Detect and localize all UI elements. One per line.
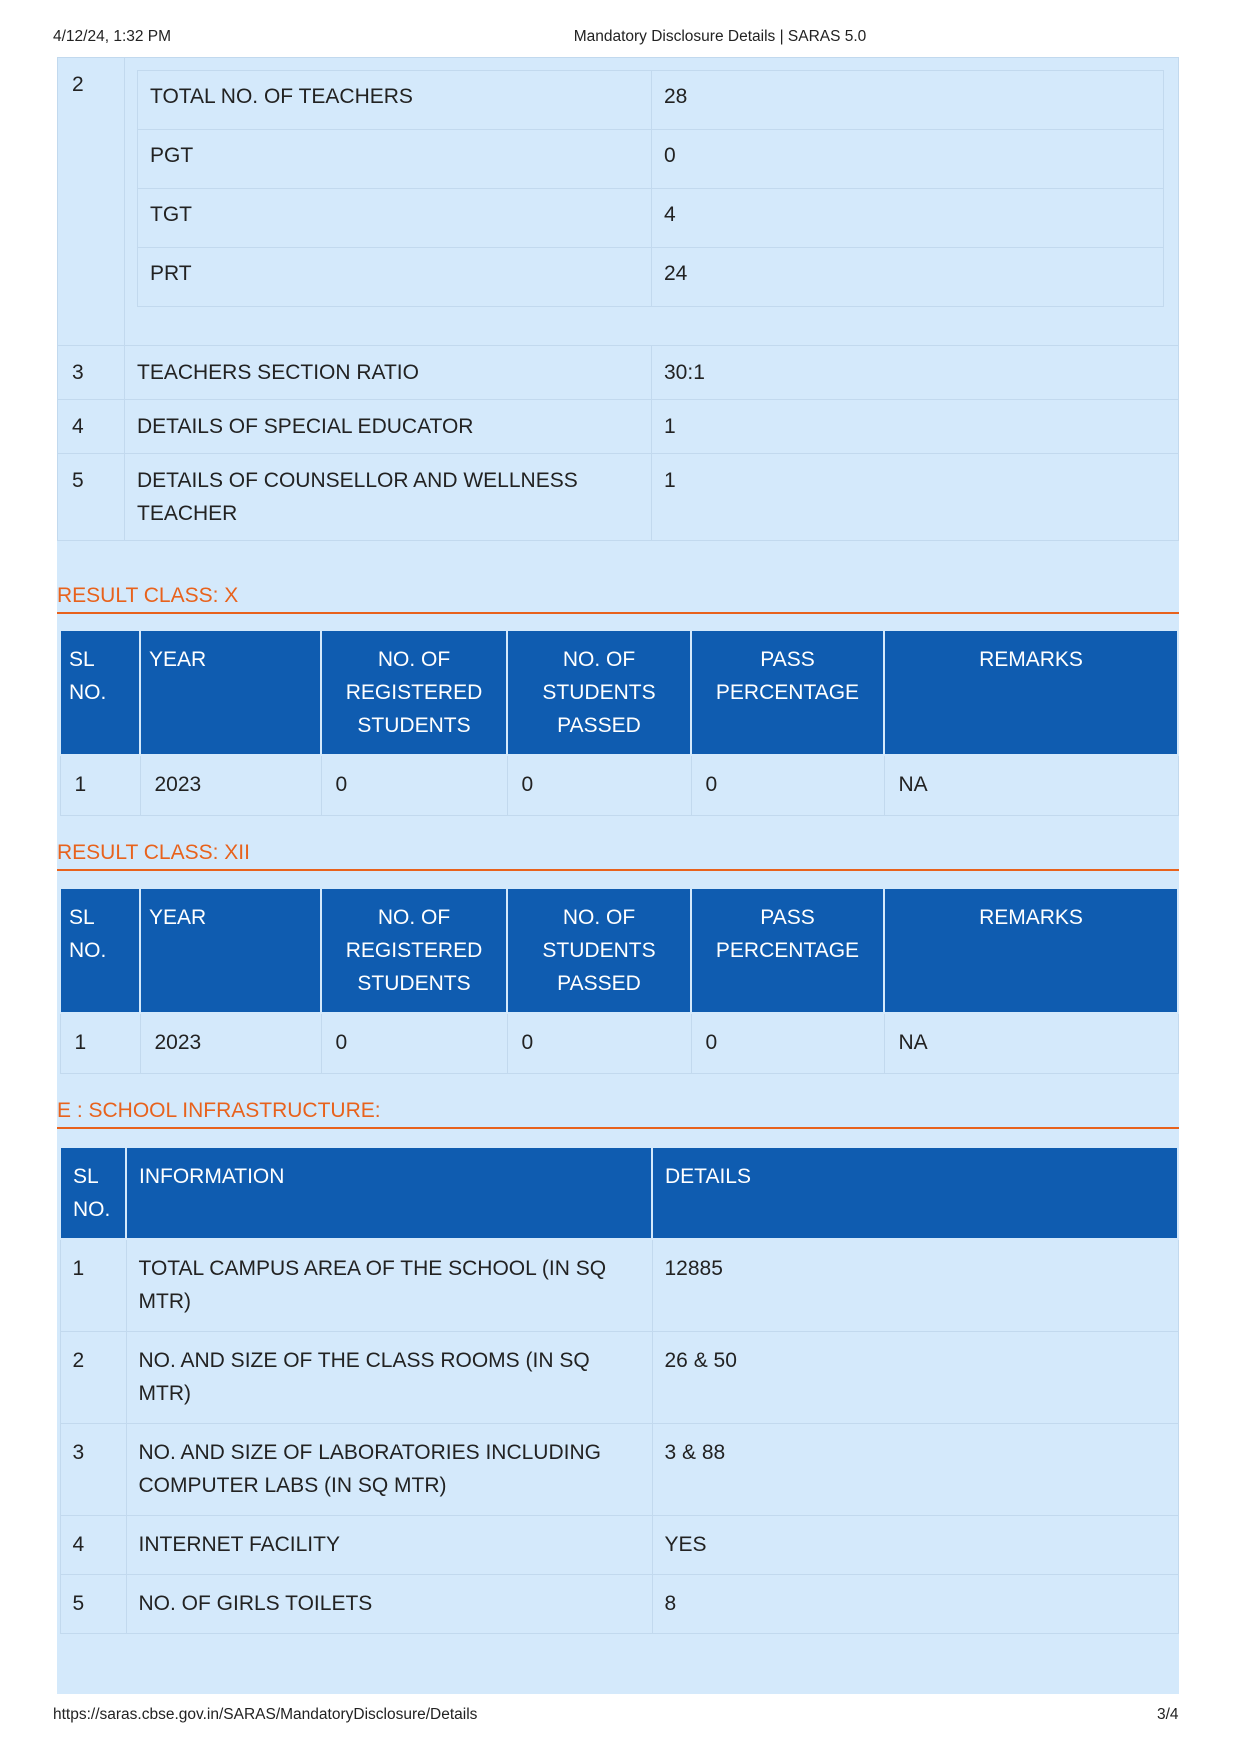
table-cell: 2023 xyxy=(140,755,321,815)
table-row xyxy=(58,400,1179,454)
table-cell: 0 xyxy=(691,1013,884,1073)
table-header-row xyxy=(60,1147,1178,1239)
sl-cell: 4 xyxy=(58,400,125,454)
details-cell: 3 & 88 xyxy=(652,1423,1178,1515)
table-cell: NA xyxy=(884,755,1178,815)
table-cell: 1 xyxy=(60,1013,140,1073)
result-class-xii-table xyxy=(59,887,1179,1074)
info-cell: DETAILS OF COUNSELLOR AND WELLNESS TEACHER xyxy=(125,454,652,541)
column-header: REMARKS xyxy=(884,888,1178,1013)
result-class-xii-title: RESULT CLASS: XII xyxy=(57,841,1179,871)
sl-cell: 4 xyxy=(60,1515,126,1574)
table-row xyxy=(60,755,1178,815)
column-header: INFORMATION xyxy=(126,1147,652,1239)
column-header: YEAR xyxy=(140,630,321,755)
table-row xyxy=(58,58,1179,346)
content-panel xyxy=(57,57,1179,1694)
sl-cell: 5 xyxy=(60,1574,126,1633)
column-header: DETAILS xyxy=(652,1147,1178,1239)
teacher-category-label: TGT xyxy=(138,189,652,248)
info-cell: DETAILS OF SPECIAL EDUCATOR xyxy=(125,400,652,454)
column-header: PASS PERCENTAGE xyxy=(691,630,884,755)
column-header: SL NO. xyxy=(60,630,140,755)
table-cell: 0 xyxy=(321,755,507,815)
table-row xyxy=(60,1331,1178,1423)
sl-cell: 2 xyxy=(60,1331,126,1423)
print-url: https://saras.cbse.gov.in/SARAS/MandatoryDisclosure/Details xyxy=(53,1706,478,1723)
sl-cell: 3 xyxy=(60,1423,126,1515)
sl-cell: 2 xyxy=(58,58,125,346)
table-row xyxy=(60,1423,1178,1515)
table-cell: 0 xyxy=(507,1013,691,1073)
teachers-breakdown-table xyxy=(137,70,1164,307)
info-cell: NO. AND SIZE OF LABORATORIES INCLUDING COMPUTER LABS (IN SQ MTR) xyxy=(126,1423,652,1515)
column-header: NO. OF STUDENTS PASSED xyxy=(507,630,691,755)
page-number: 3/4 xyxy=(1157,1706,1179,1723)
info-cell: TEACHERS SECTION RATIO xyxy=(125,346,652,400)
details-cell: 1 xyxy=(652,454,1179,541)
table-header-row xyxy=(60,888,1178,1013)
teacher-category-label: PGT xyxy=(138,130,652,189)
details-cell: YES xyxy=(652,1515,1178,1574)
info-cell: INTERNET FACILITY xyxy=(126,1515,652,1574)
details-cell: 1 xyxy=(652,400,1179,454)
teacher-category-value: 4 xyxy=(652,189,1164,248)
teachers-breakdown-cell xyxy=(125,58,1179,346)
column-header: NO. OF REGISTERED STUDENTS xyxy=(321,630,507,755)
column-header: SL NO. xyxy=(60,888,140,1013)
table-cell: 0 xyxy=(691,755,884,815)
column-header: NO. OF STUDENTS PASSED xyxy=(507,888,691,1013)
info-cell: NO. AND SIZE OF THE CLASS ROOMS (IN SQ MTR) xyxy=(126,1331,652,1423)
column-header: REMARKS xyxy=(884,630,1178,755)
table-header-row xyxy=(60,630,1178,755)
school-infrastructure-title: E : SCHOOL INFRASTRUCTURE: xyxy=(57,1099,1179,1129)
teacher-category-value: 28 xyxy=(652,71,1164,130)
result-class-x-title: RESULT CLASS: X xyxy=(57,584,1179,614)
table-cell: 2023 xyxy=(140,1013,321,1073)
teacher-category-label: TOTAL NO. OF TEACHERS xyxy=(138,71,652,130)
sl-cell: 5 xyxy=(58,454,125,541)
table-row xyxy=(60,1574,1178,1633)
details-cell: 8 xyxy=(652,1574,1178,1633)
details-cell: 26 & 50 xyxy=(652,1331,1178,1423)
result-class-x-table xyxy=(59,629,1179,816)
info-cell: TOTAL CAMPUS AREA OF THE SCHOOL (IN SQ MTR) xyxy=(126,1239,652,1331)
table-row xyxy=(60,1515,1178,1574)
details-cell: 30:1 xyxy=(652,346,1179,400)
teacher-category-label: PRT xyxy=(138,248,652,307)
column-header: SL NO. xyxy=(60,1147,126,1239)
table-row xyxy=(58,346,1179,400)
table-row xyxy=(138,71,1164,130)
table-row xyxy=(60,1239,1178,1331)
school-infrastructure-table xyxy=(59,1146,1179,1634)
table-row xyxy=(138,130,1164,189)
table-row xyxy=(138,248,1164,307)
column-header: NO. OF REGISTERED STUDENTS xyxy=(321,888,507,1013)
table-row xyxy=(138,189,1164,248)
table-cell: 0 xyxy=(507,755,691,815)
details-cell: 12885 xyxy=(652,1239,1178,1331)
table-row xyxy=(60,1013,1178,1073)
sl-cell: 1 xyxy=(60,1239,126,1331)
print-page-title: Mandatory Disclosure Details | SARAS 5.0 xyxy=(573,28,867,45)
table-cell: 1 xyxy=(60,755,140,815)
column-header: PASS PERCENTAGE xyxy=(691,888,884,1013)
teacher-category-value: 0 xyxy=(652,130,1164,189)
table-row xyxy=(58,454,1179,541)
info-cell: NO. OF GIRLS TOILETS xyxy=(126,1574,652,1633)
print-datetime: 4/12/24, 1:32 PM xyxy=(53,28,172,45)
sl-cell: 3 xyxy=(58,346,125,400)
table-cell: 0 xyxy=(321,1013,507,1073)
table-cell: NA xyxy=(884,1013,1178,1073)
column-header: YEAR xyxy=(140,888,321,1013)
staff-table xyxy=(57,57,1179,541)
teacher-category-value: 24 xyxy=(652,248,1164,307)
